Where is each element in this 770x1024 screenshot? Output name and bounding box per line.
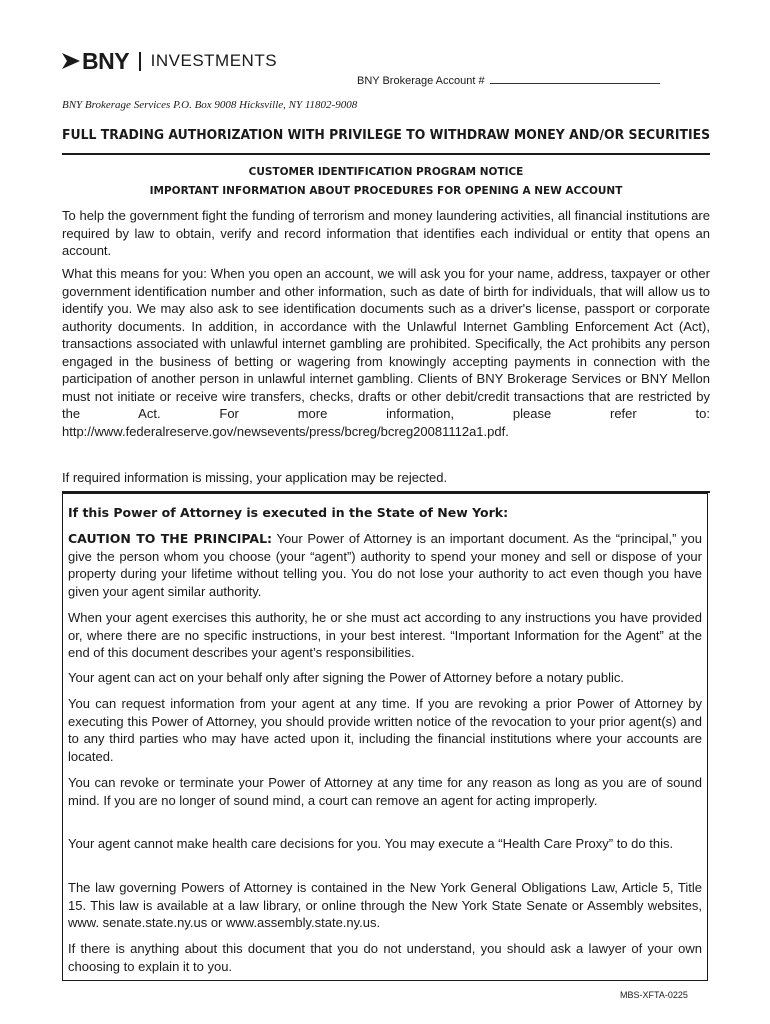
caution-paragraph — [68, 530, 702, 600]
cip-notice-heading: CUSTOMER IDENTIFICATION PROGRAM NOTICE — [248, 166, 524, 178]
cip-important-info-heading: IMPORTANT INFORMATION ABOUT PROCEDURES FOR OPENING A NEW ACCOUNT — [149, 185, 623, 197]
agent-exercises-paragraph: When your agent exercises this authority, he or she must act according to any instructions you have provided or, where there are no specific instructions, in your best interest. “Important Information for the Agent” at the end of this document describes your agent’s responsibilities. — [68, 610, 702, 660]
caution-label: CAUTION TO THE PRINCIPAL: — [68, 531, 273, 546]
bny-arrow-icon — [62, 53, 80, 69]
form-code: MBS-XFTA-0225 — [620, 990, 688, 1000]
caution-text: Your Power of Attorney is an important document. As the “principal,” you give the person whom you choose (your “agent”) authority to spend your money and sell or dispose of your property during your lifetime without telling you. You do not lose your authority to act even though you have given your agent similar authority. — [68, 531, 702, 599]
account-number-field[interactable] — [357, 74, 660, 87]
notary-paragraph: Your agent can act on your behalf only after signing the Power of Attorney before a notary public. — [68, 670, 624, 685]
logo-wordmark: BNY — [82, 48, 130, 74]
logo-subtitle: INVESTMENTS — [150, 51, 278, 70]
cip-paragraph-missing-info: If required information is missing, your application may be rejected. — [62, 470, 448, 485]
request-info-paragraph: You can request information from your agent at any time. If you are revoking a prior Power of Attorney by executing this Power of Attorney, you should provide written notice of the revocation to your prior agent(s) and to any third parties who may have acted upon it, including the financial institutions where your accounts are located. — [68, 696, 702, 764]
document-title: FULL TRADING AUTHORIZATION WITH PRIVILEGE TO WITHDRAW MONEY AND/OR SECURITIES — [62, 128, 711, 143]
ny-poa-heading — [68, 504, 702, 522]
bny-investments-logo — [62, 49, 277, 73]
health-care-paragraph: Your agent cannot make health care decisions for you. You may execute a “Health Care Proxy” to do this. — [68, 836, 674, 851]
title-divider — [62, 153, 710, 155]
account-number-label: BNY Brokerage Account # — [357, 75, 485, 87]
logo-divider — [139, 52, 141, 71]
mailing-address: BNY Brokerage Services P.O. Box 9008 Hicksville, NY 11802-9008 — [62, 99, 358, 111]
ask-lawyer-paragraph: If there is anything about this document that you do not understand, you should ask a lawyer of your own choosing to explain it to you. — [68, 941, 702, 974]
ny-poa-heading-text: If this Power of Attorney is executed in the State of New York: — [68, 505, 509, 520]
cip-paragraph-intro: To help the government fight the funding of terrorism and money laundering activities, all financial institutions are required by law to obtain, verify and record information that identifies each individual or entity that opens an account. — [62, 208, 710, 258]
cip-paragraph-details: What this means for you: When you open an account, we will ask you for your name, address, taxpayer or other government identification number and other information, such as date of birth for individuals, that will allow us to identify you. We may also ask to see identification documents such as a driver's license, passport or corporate authority documents. In addition, in accordance with the Unlawful Internet Gambling Enforcement Act (Act), transactions associated with unlawful internet gambling are prohibited. Specifically, the Act prohibits any person engaged in the business of betting or wagering from knowingly accepting payments in connection with the participation of another person in unlawful internet gambling. Clients of BNY Brokerage Services or BNY Mellon must not initiate or receive wire transfers, checks, drafts or other debit/credit transactions that are restricted by the Act. For more information, please refer to: http://www.federalreserve.gov/newsevents/press/bcreg/bcreg20081112a1.pdf. — [62, 266, 710, 439]
account-number-blank[interactable] — [490, 74, 660, 84]
governing-law-paragraph: The law governing Powers of Attorney is contained in the New York General Obligations Law, Article 5, Title 15. This law is available at a law library, or online through the New York State Senate or Assembly websites, www. senate.state.ny.us or www.assembly.state.ny.us. — [68, 880, 702, 930]
revoke-paragraph: You can revoke or terminate your Power of Attorney at any time for any reason as long as you are of sound mind. If you are no longer of sound mind, a court can remove an agent for acting improperly. — [68, 775, 702, 808]
